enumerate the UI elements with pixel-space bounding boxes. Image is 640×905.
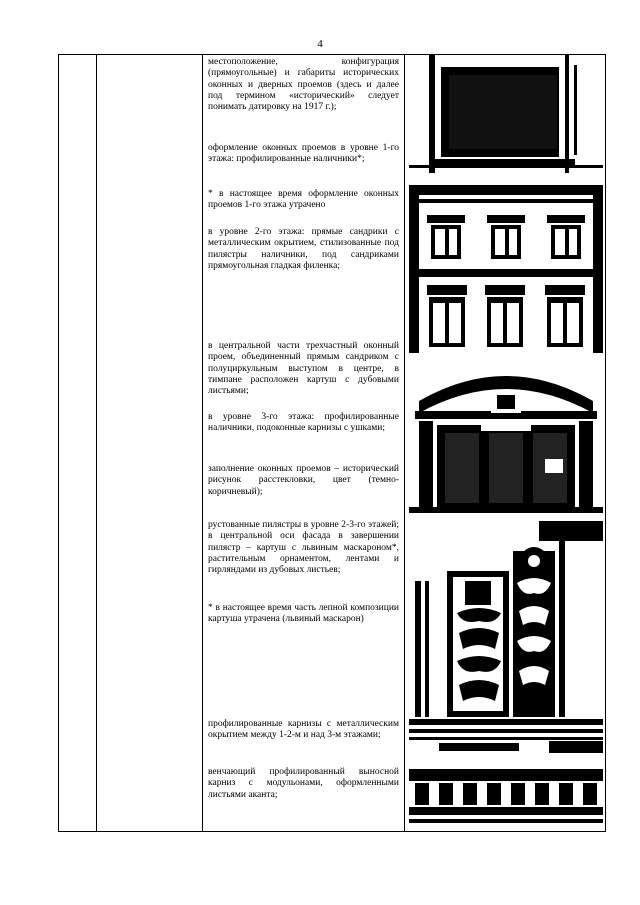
photo-window-icon bbox=[409, 55, 603, 173]
column-divider bbox=[404, 55, 405, 831]
photo-ornament-icon bbox=[409, 521, 603, 717]
photo-cornice-icon bbox=[409, 719, 603, 757]
photo-window-icon bbox=[409, 361, 603, 513]
photo-cornice-icon bbox=[409, 765, 603, 829]
photo-crown-cornice bbox=[409, 765, 603, 829]
photo-window-opening bbox=[409, 55, 603, 173]
paragraph-note-lost-2: * в настоящее время часть лепной композиции картуша утрачена (львиный маскарон) bbox=[208, 603, 399, 625]
paragraph-pilasters: рустованные пилястры в уровне 2-3-го этажей; в центральной оси фасада в завершении пилястр – картуш с львиным маскароном*, растительным орнаментом, лентами и гирляндами из дубовых листьев; bbox=[208, 520, 399, 576]
paragraph-window-frames-1: оформление оконных проемов в уровне 1-го этажа: профилированные наличники*; bbox=[208, 143, 399, 165]
paragraph-cornices: профилированные карнизы с металлическим окрытием между 1-2-м и над 3-м этажами; bbox=[208, 719, 399, 741]
page-number: 4 bbox=[317, 38, 323, 50]
column-divider bbox=[202, 55, 203, 831]
photo-central-window bbox=[409, 361, 603, 513]
paragraph-tripartite-window: в центральной части трехчастный оконный проем, объединенный прямым сандриком с полуциркульным выступом в центре, в тимпане расположен картуш с дубовыми листьями; bbox=[208, 341, 399, 397]
paragraph-window-frames-3: в уровне 3-го этажа: профилированные наличники, подоконные карнизы с ушками; bbox=[208, 412, 399, 434]
photo-cartouche bbox=[409, 521, 603, 717]
paragraph-note-lost-1: * в настоящее время оформление оконных проемов 1-го этажа утрачено bbox=[208, 189, 399, 211]
photo-cornice bbox=[409, 719, 603, 757]
photo-facade-icon bbox=[409, 185, 603, 353]
document-table bbox=[58, 54, 606, 832]
column-divider bbox=[96, 55, 97, 831]
photo-facade-windows bbox=[409, 185, 603, 353]
paragraph-crown-cornice: венчающий профилированный выносной карниз с модульонами, оформленными листьями аканта; bbox=[208, 767, 399, 800]
paragraph-location: местоположение, конфигурация (прямоугольные) и габариты исторических оконных и дверных проемов (здесь и далее под термином «исторический» следует понимать датировку на 1917 г.); bbox=[208, 57, 399, 113]
paragraph-window-frames-2: в уровне 2-го этажа: прямые сандрики с металлическим окрытием, стилизованные под пилястры наличники, под сандриками прямоугольная гладкая филенка; bbox=[208, 227, 399, 271]
paragraph-window-fill: заполнение оконных проемов – исторический рисунок расстекловки, цвет (темно-коричневый); bbox=[208, 464, 399, 497]
